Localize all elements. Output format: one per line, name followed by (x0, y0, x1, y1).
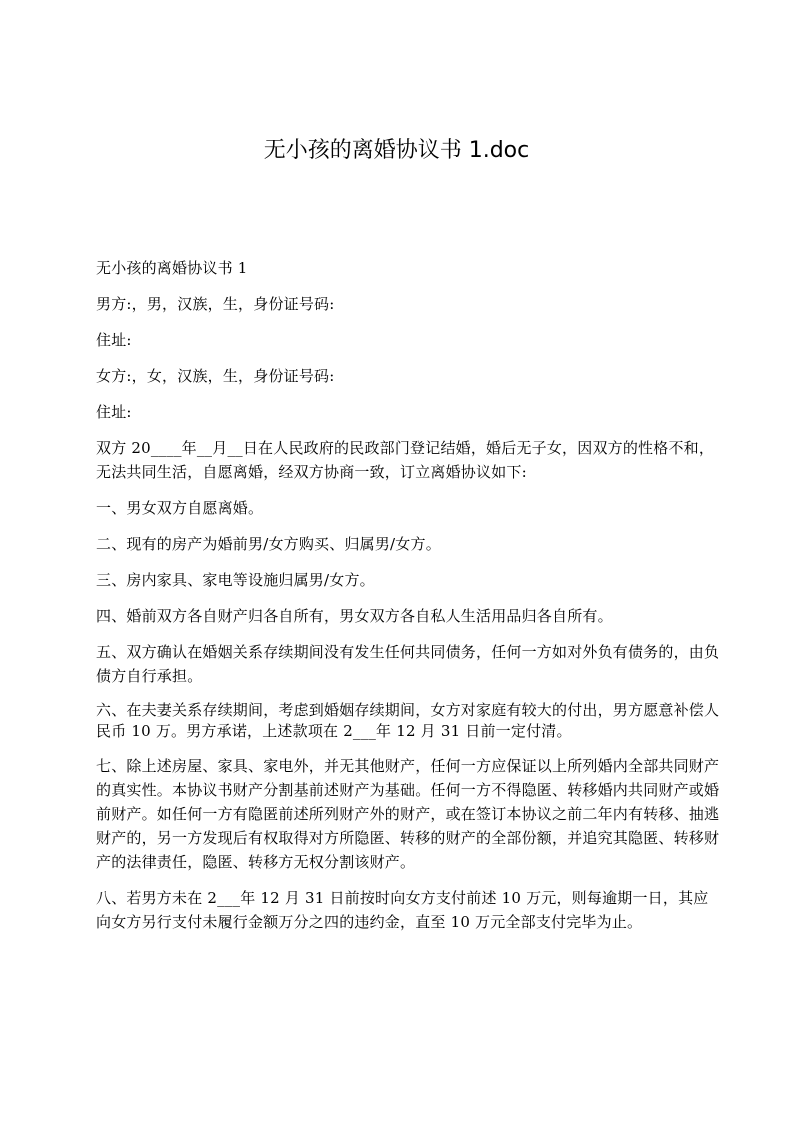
clause-6: 六、在夫妻关系存续期间，考虑到婚姻存续期间，女方对家庭有较大的付出，男方愿意补偿人民币 10 万。男方承诺，上述款项在 2___年 12 月 31 日前一定付清。 (96, 701, 720, 740)
clause-8: 八、若男方未在 2___年 12 月 31 日前按时向女方支付前述 10 万元，则每逾期一日，其应向女方另行支付未履行金额万分之四的违约金，直至 10 万元全部支付完毕为止。 (96, 889, 709, 931)
male-party-address: 住址: (96, 331, 132, 349)
clause-2: 二、现有的房产为婚前男/女方购买、归属男/女方。 (96, 535, 441, 553)
document-title: 无小孩的离婚协议书 1.doc (263, 138, 530, 163)
marriage-registration-clause: 双方 20____年__月__日在人民政府的民政部门登记结婚，婚后无子女，因双方的性格不和，无法共同生活，自愿离婚，经双方协商一致，订立离婚协议如下: (96, 439, 715, 481)
clause-3: 三、房内家具、家电等设施归属男/女方。 (96, 571, 375, 589)
clause-5: 五、双方确认在婚姻关系存续期间没有发生任何共同债务，任何一方如对外负有债务的，由负债方自行承担。 (96, 643, 720, 685)
male-party-info: 男方:，男，汉族，生，身份证号码: (96, 295, 335, 313)
agreement-heading: 无小孩的离婚协议书 1 (96, 259, 248, 277)
document-body (96, 256, 720, 946)
female-party-info: 女方:，女，汉族，生，身份证号码: (96, 367, 335, 385)
clause-1: 一、男女双方自愿离婚。 (96, 499, 264, 517)
clause-7: 七、除上述房屋、家具、家电外，并无其他财产，任何一方应保证以上所列婚内全部共同财产的真实性。本协议书财产分割基前述财产为基础。任何一方不得隐匿、转移婚内共同财产或婚前财产。如任何一方有隐匿前述所列财产外的财产，或在签订本协议之前二年内有转移、抽逃财产的，另一方发现后有权取得对方所隐匿、转移的财产的全部份额，并追究其隐匿、转移财产的法律责任，隐匿、转移方无权分割该财产。 (96, 757, 720, 871)
female-party-address: 住址: (96, 403, 132, 421)
clause-4: 四、婚前双方各自财产归各自所有，男女双方各自私人生活用品归各自所有。 (96, 607, 613, 625)
